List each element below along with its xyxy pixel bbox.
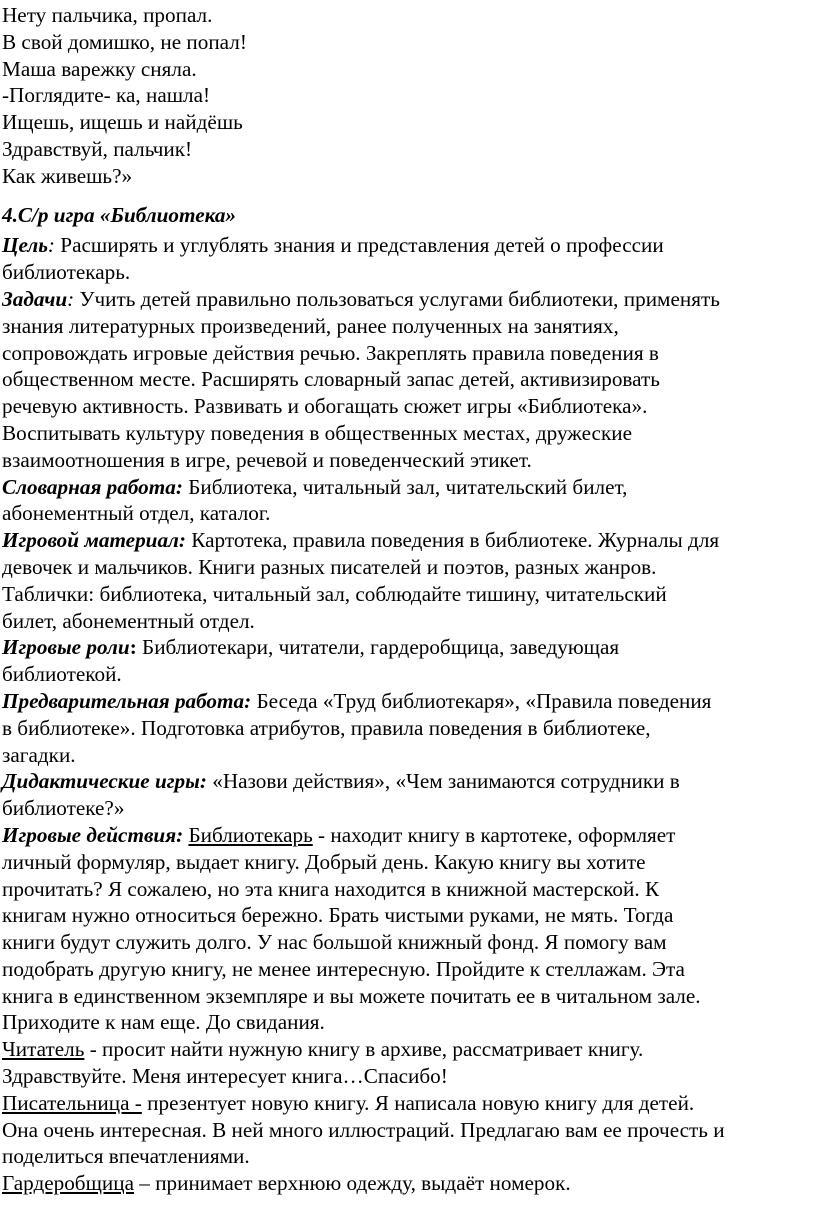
tasks-text: речевую активность. Развивать и обогащать сюжет игры «Библиотека». — [2, 394, 648, 419]
tasks-text: взаимоотношения в игре, речевой и поведенческий этикет. — [2, 447, 532, 472]
poem-line: Как живешь?» — [2, 163, 133, 188]
writer-text: презентует новую книгу. Я написала новую книгу для детей. — [141, 1090, 695, 1115]
goal-text: библиотекарь. — [2, 260, 131, 285]
librarian-text: книга в единственном экземпляре и вы можете почитать ее в читальном зале. — [2, 983, 701, 1008]
roles-paragraph — [2, 634, 812, 688]
prep-text: в библиотеке». Подготовка атрибутов, правила поведения в библиотеке, — [2, 715, 651, 740]
didactic-label: Дидактические игры: — [2, 769, 207, 794]
tasks-text: сопровождать игровые действия речью. Закреплять правила поведения в — [2, 340, 659, 365]
roles-label: Игровые роли — [2, 635, 130, 660]
poem-line: В свой домишко, не попал! — [2, 29, 247, 54]
actions-label: Игровые действия: — [2, 822, 184, 847]
poem-line: -Поглядите- ка, нашла! — [2, 83, 211, 108]
tasks-paragraph — [2, 286, 812, 474]
librarian-text: - находит книгу в картотеке, оформляет — [312, 822, 676, 847]
roles-text: библиотекой. — [2, 662, 122, 687]
librarian-text: книги будут служить долго. У нас большой книжный фонд. Я помогу вам — [2, 930, 667, 955]
writer-text: Она очень интересная. В ней много иллюстраций. Предлагаю вам ее прочесть и — [2, 1117, 725, 1142]
librarian-text: личный формуляр, выдает книгу. Добрый день. Какую книгу вы хотите — [2, 849, 646, 874]
material-text: билет, абонементный отдел. — [2, 608, 255, 633]
material-text: Картотека, правила поведения в библиотеке. Журналы для — [185, 528, 720, 553]
tasks-colon: : — [67, 286, 75, 311]
librarian-text: подобрать другую книгу, не менее интересную. Пройдите к стеллажам. Эта — [2, 956, 685, 981]
prep-paragraph — [2, 688, 812, 768]
poem-line: Здравствуй, пальчик! — [2, 136, 193, 161]
role-cloakroom: Гардеробщица — [2, 1171, 134, 1196]
poem-line: Маша варежку сняла. — [2, 56, 197, 81]
poem-block — [2, 2, 812, 190]
goal-colon: : — [47, 233, 55, 258]
reader-text: Здравствуйте. Меня интересует книга…Спасибо! — [2, 1064, 448, 1089]
role-reader: Читатель — [2, 1037, 85, 1062]
goal-paragraph — [2, 232, 812, 286]
librarian-text: прочитать? Я сожалею, но эта книга находится в книжной мастерской. К — [2, 876, 660, 901]
tasks-text: знания литературных произведений, ранее полученных на занятиях, — [2, 313, 619, 338]
role-writer: Писательница - — [2, 1090, 142, 1115]
prep-text: Беседа «Труд библиотекаря», «Правила поведения — [251, 688, 712, 713]
prep-text: загадки. — [2, 742, 76, 767]
vocab-text: Библиотека, читальный зал, читательский билет, — [182, 474, 628, 499]
material-label: Игровой материал: — [2, 528, 186, 553]
vocab-text: абонементный отдел, каталог. — [2, 501, 271, 526]
tasks-text: общественном месте. Расширять словарный запас детей, активизировать — [2, 367, 660, 392]
didactic-text: библиотеке?» — [2, 796, 125, 821]
vocab-paragraph — [2, 474, 812, 528]
librarian-text: книгам нужно относиться бережно. Брать чистыми руками, не мять. Тогда — [2, 903, 674, 928]
cloakroom-text: – принимает верхнюю одежду, выдаёт номерок. — [134, 1171, 571, 1196]
actions-paragraph — [2, 822, 812, 1197]
material-text: девочек и мальчиков. Книги разных писателей и поэтов, разных жанров. — [2, 554, 657, 579]
didactic-paragraph — [2, 768, 812, 822]
material-text: Таблички: библиотека, читальный зал, соблюдайте тишину, читательский — [2, 581, 667, 606]
poem-line: Ищешь, ищешь и найдёшь — [2, 110, 243, 135]
librarian-text: Приходите к нам еще. До свидания. — [2, 1010, 325, 1035]
didactic-text: «Назови действия», «Чем занимаются сотрудники в — [206, 769, 680, 794]
tasks-text: Воспитывать культуру поведения в общественных местах, дружеские — [2, 420, 632, 445]
writer-text: поделиться впечатлениями. — [2, 1144, 250, 1169]
reader-text: - просит найти нужную книгу в архиве, рассматривает книгу. — [84, 1037, 644, 1062]
goal-text: Расширять и углублять знания и представления детей о профессии — [54, 233, 664, 258]
role-librarian: Библиотекарь — [188, 822, 313, 847]
prep-label: Предварительная работа: — [2, 688, 252, 713]
poem-line: Нету пальчика, пропал. — [2, 3, 213, 27]
vocab-label: Словарная работа: — [2, 474, 183, 499]
tasks-label: Задачи — [2, 286, 68, 311]
tasks-text: Учить детей правильно пользоваться услугами библиотеки, применять — [74, 286, 720, 311]
roles-text: Библиотекари, читатели, гардеробщица, заведующая — [136, 635, 620, 660]
roles-colon: : — [129, 635, 137, 660]
goal-label: Цель — [2, 233, 48, 258]
section-heading: 4.С/р игра «Библиотека» — [2, 202, 237, 227]
material-paragraph — [2, 527, 812, 634]
